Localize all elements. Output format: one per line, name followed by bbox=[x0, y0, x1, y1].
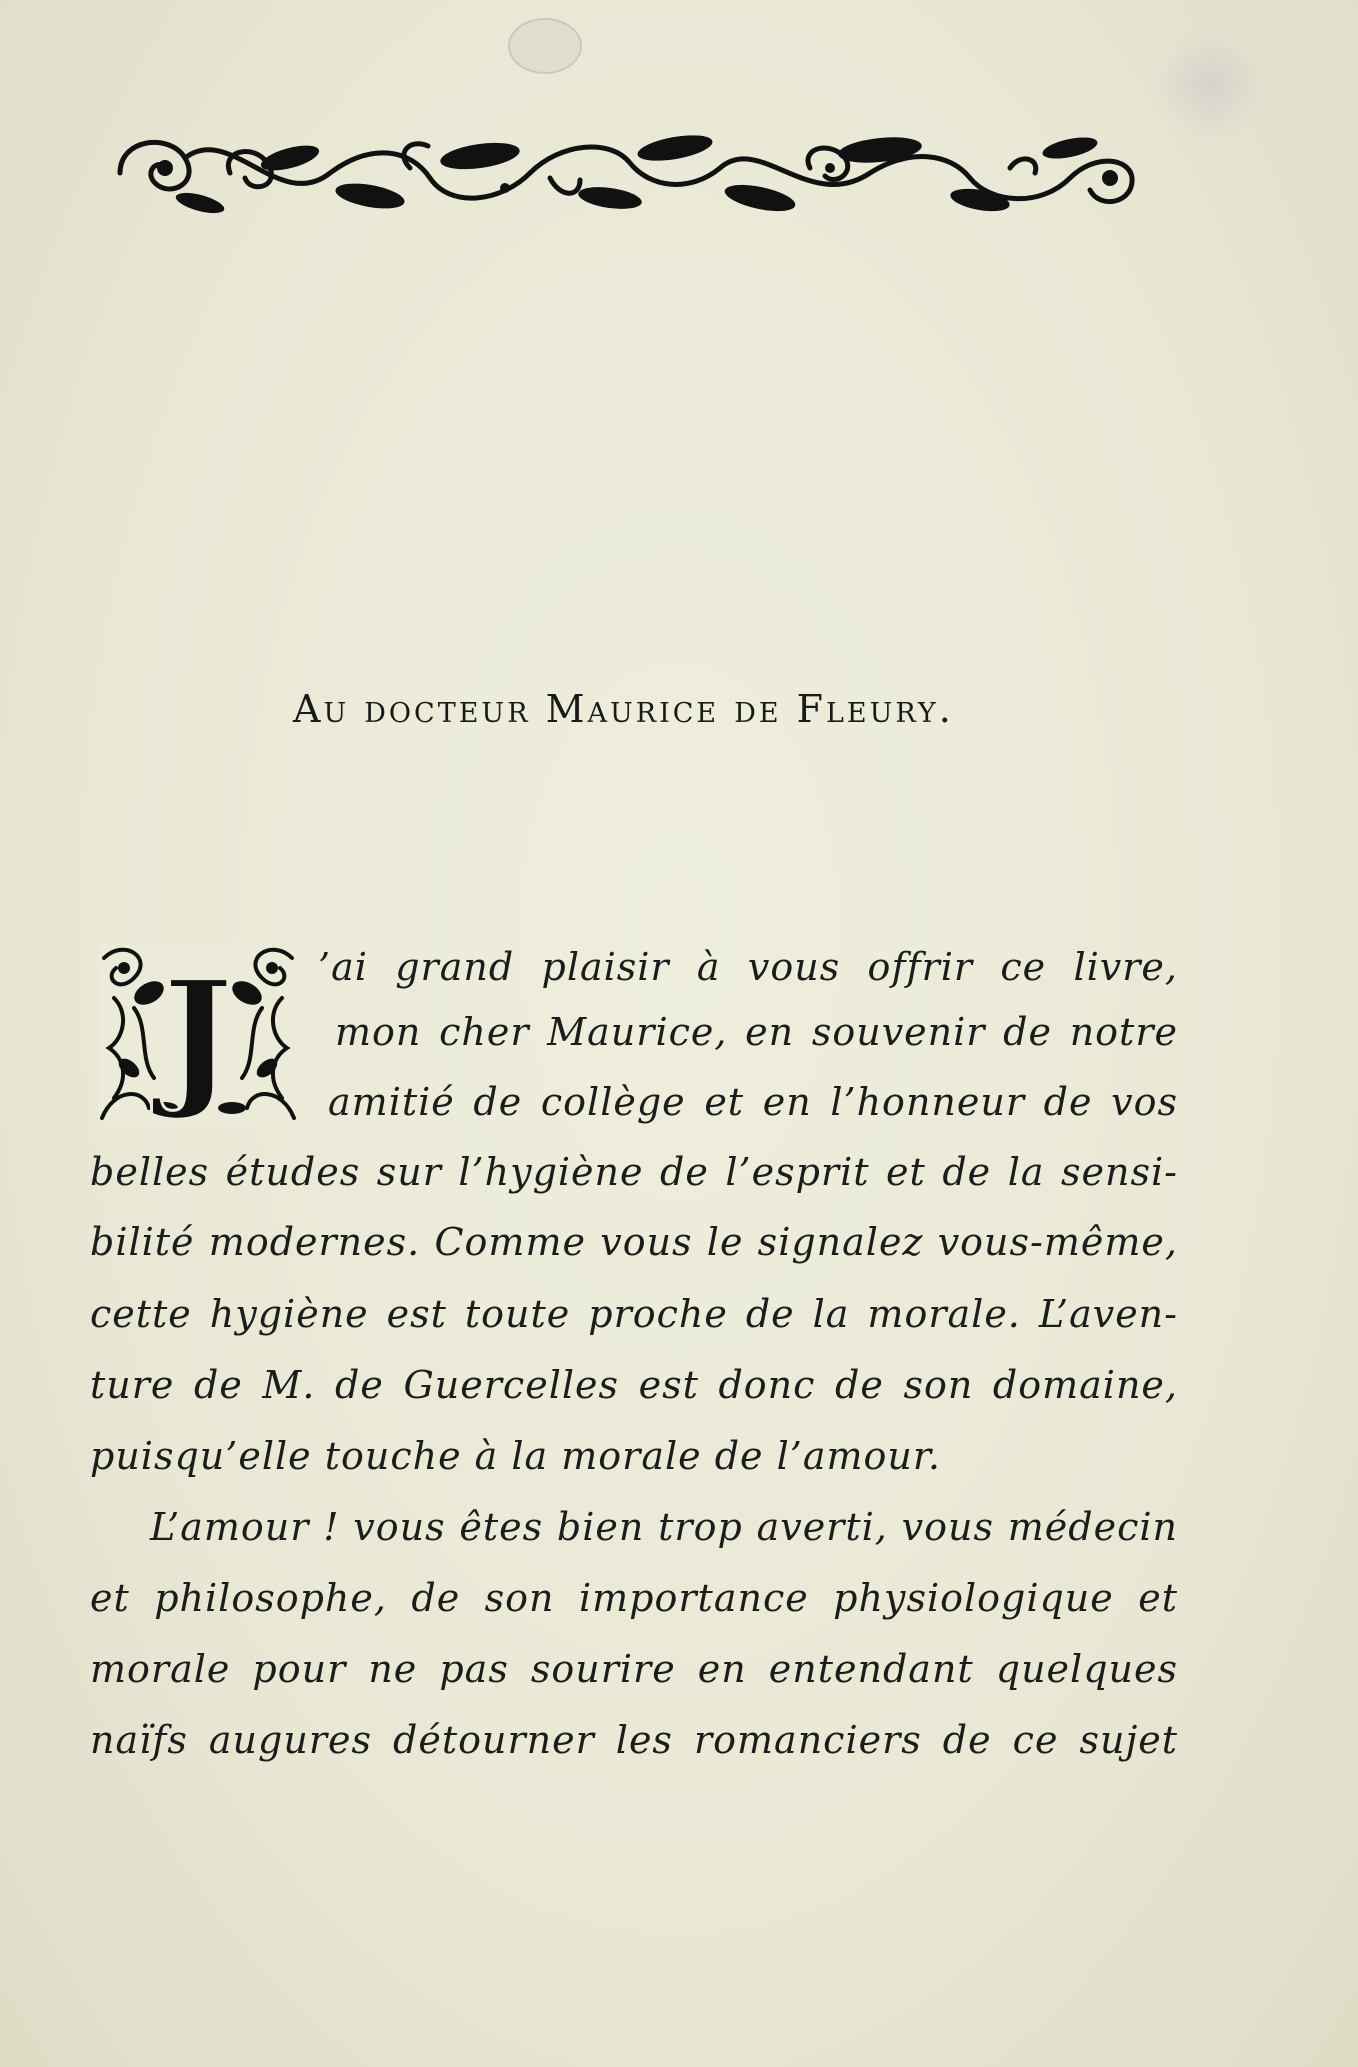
text-line: ’ai grand plaisir à vous offrir ce livre, bbox=[318, 945, 1178, 989]
drop-cap-letter: J bbox=[162, 948, 234, 1124]
paper-stain bbox=[1150, 30, 1270, 140]
dedication-text: Au docteur Maurice de Fleury. bbox=[293, 687, 954, 731]
dedication-heading bbox=[293, 686, 1173, 732]
text-line: et philosophe, de son importance physiologique et bbox=[90, 1576, 1178, 1620]
text-line: bilité modernes. Comme vous le signalez vous-même, bbox=[90, 1220, 1178, 1264]
text-line: naïfs augures détourner les romanciers de ce sujet bbox=[90, 1718, 1178, 1762]
decorated-drop-cap bbox=[94, 938, 302, 1130]
paper-stain bbox=[508, 18, 582, 74]
text-line: cette hygiène est toute proche de la morale. L’aven- bbox=[90, 1292, 1178, 1336]
text-line: ture de M. de Guercelles est donc de son domaine, bbox=[90, 1363, 1178, 1407]
text-line: puisqu’elle touche à la morale de l’amour. bbox=[90, 1434, 941, 1478]
text-line: belles études sur l’hygiène de l’esprit et de la sensi- bbox=[90, 1150, 1178, 1194]
text-line: L’amour ! vous êtes bien trop averti, vous médecin bbox=[150, 1505, 1178, 1549]
text-line: amitié de collège et en l’honneur de vos bbox=[328, 1080, 1178, 1124]
text-line: morale pour ne pas sourire en entendant quelques bbox=[90, 1647, 1178, 1691]
text-line: mon cher Maurice, en souvenir de notre bbox=[335, 1010, 1178, 1054]
ornamental-headpiece bbox=[110, 118, 1145, 228]
